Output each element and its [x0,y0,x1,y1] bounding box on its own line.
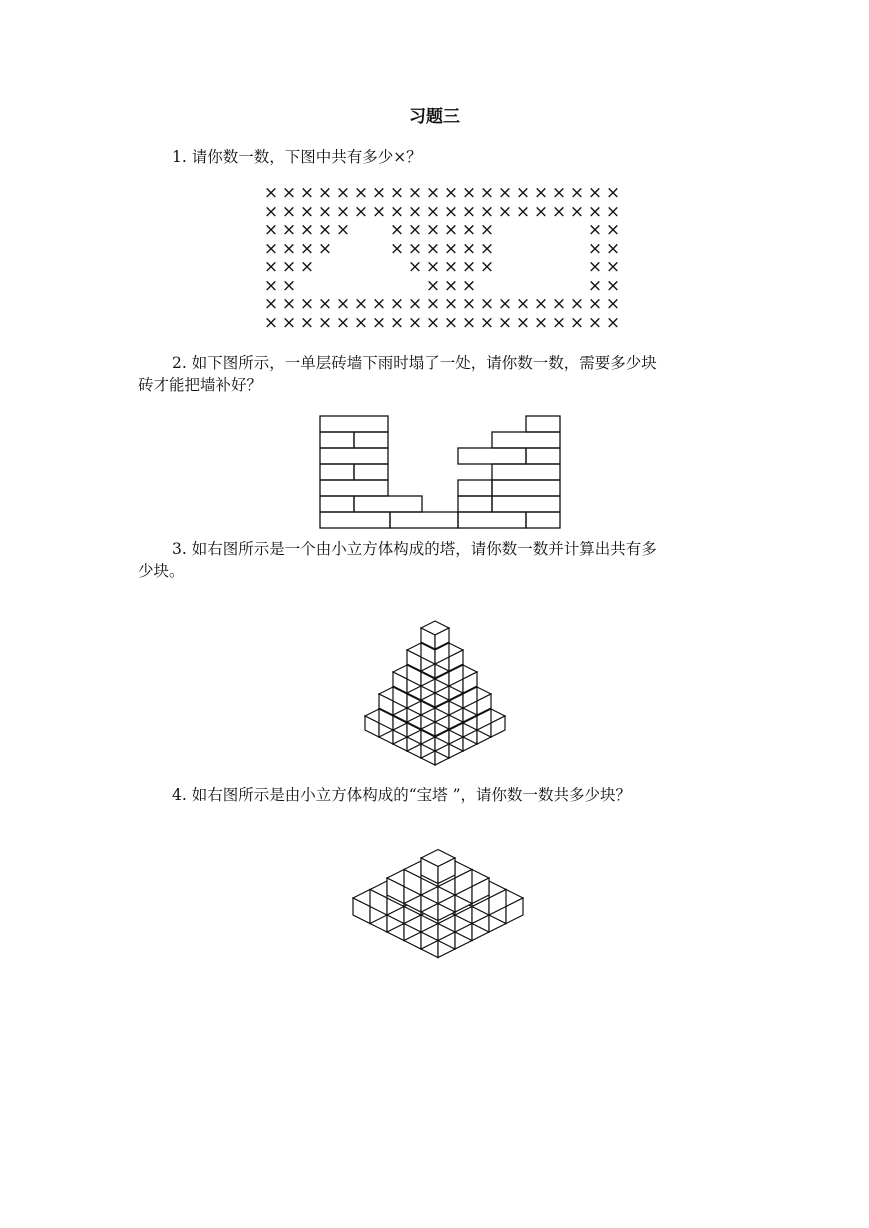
x-symbol: × [263,238,279,259]
x-symbol: × [335,294,351,314]
x-symbol: × [299,201,315,222]
x-symbol: × [299,238,315,259]
x-symbol: × [605,220,621,240]
x-symbol: × [443,257,459,277]
x-symbol: × [281,238,297,259]
x-symbol: × [497,294,513,314]
x-symbol: × [443,294,459,314]
x-symbol: × [281,312,297,333]
x-symbol: × [479,257,495,277]
question-1-number: 1. [172,148,187,166]
x-symbol: × [461,294,477,314]
x-symbol: × [407,201,423,222]
question-4-text: 如右图所示是由小立方体构成的“宝塔 ”，请你数一数共多少块？ [191,786,632,804]
x-symbol: × [371,201,387,222]
x-symbol: × [389,183,405,203]
x-symbol: × [371,294,387,314]
x-symbol: × [605,183,621,203]
x-symbol: × [425,238,441,259]
x-symbol: × [443,312,459,333]
x-symbol: × [299,312,315,333]
x-symbol: × [515,183,531,203]
x-symbol: × [317,201,333,222]
x-symbol: × [587,201,603,222]
x-symbol: × [263,183,279,203]
x-symbol: × [497,312,513,333]
question-3-number: 3. [172,540,187,558]
x-symbol: × [443,183,459,203]
question-3-text-line2: 少块。 [138,562,185,580]
x-symbol: × [479,294,495,314]
x-symbol: × [299,220,315,240]
x-symbol: × [605,312,621,333]
x-symbol: × [587,220,603,240]
x-symbol: × [353,294,369,314]
x-symbol: × [407,238,423,259]
x-symbol: × [425,312,441,333]
x-symbol: × [497,183,513,203]
x-symbol: × [461,257,477,277]
x-symbol: × [551,201,567,222]
x-symbol: × [353,312,369,333]
x-symbol: × [425,275,441,296]
question-3 [138,538,738,582]
x-symbol: × [407,294,423,314]
x-symbol: × [335,312,351,333]
x-symbol: × [479,201,495,222]
x-symbol: × [425,294,441,314]
x-symbol: × [263,201,279,222]
x-symbol: × [533,183,549,203]
x-symbol: × [263,275,279,296]
x-symbol: × [479,312,495,333]
x-symbol: × [461,220,477,240]
x-symbol: × [461,183,477,203]
cube-pagoda-figure [346,820,530,970]
question-3-text-line1: 如右图所示是一个由小立方体构成的塔，请你数一数并计算出共有多 [191,540,657,558]
question-4-number: 4. [172,786,187,804]
x-symbol: × [425,257,441,277]
x-symbol: × [605,238,621,259]
x-symbol: × [299,257,315,277]
x-symbol: × [299,294,315,314]
x-symbol: × [587,238,603,259]
question-2 [138,352,738,396]
question-2-number: 2. [172,354,187,372]
question-2-text-line1: 如下图所示，一单层砖墙下雨时塌了一处，请你数一数，需要多少块 [191,354,657,372]
x-symbol: × [263,220,279,240]
x-symbol: × [281,275,297,296]
x-symbol: × [479,238,495,259]
x-symbol: × [335,183,351,203]
x-symbol: × [605,275,621,296]
page-title: 习题三 [409,107,460,127]
brick-wall-figure [318,414,562,530]
x-symbol: × [425,183,441,203]
x-symbol: × [569,312,585,333]
x-symbol: × [443,201,459,222]
x-symbol: × [263,257,279,277]
x-symbol: × [281,294,297,314]
x-symbol: × [389,220,405,240]
x-symbol: × [263,312,279,333]
x-symbol: × [587,275,603,296]
x-symbol: × [263,294,279,314]
cube-tower-figure [360,596,510,766]
x-symbol: × [461,238,477,259]
x-symbol: × [515,294,531,314]
x-symbol: × [281,257,297,277]
x-symbol: × [515,201,531,222]
x-symbol: × [407,312,423,333]
x-symbol: × [425,220,441,240]
x-symbol: × [569,183,585,203]
x-symbol: × [587,312,603,333]
x-symbol: × [497,201,513,222]
x-symbol: × [551,294,567,314]
x-symbol: × [569,294,585,314]
x-symbol: × [389,238,405,259]
x-symbol: × [353,183,369,203]
x-symbol: × [461,312,477,333]
x-symbol: × [389,312,405,333]
x-symbol: × [407,220,423,240]
x-symbol: × [479,220,495,240]
x-symbol: × [317,220,333,240]
x-symbol: × [605,294,621,314]
x-symbol: × [533,294,549,314]
x-symbol: × [425,201,441,222]
x-symbol: × [461,275,477,296]
x-symbol: × [533,312,549,333]
x-symbol: × [335,201,351,222]
x-symbol: × [407,183,423,203]
x-symbol: × [317,238,333,259]
x-symbol: × [389,201,405,222]
x-symbol: × [605,201,621,222]
x-symbol: × [443,275,459,296]
x-symbol: × [407,257,423,277]
x-symbol: × [371,183,387,203]
question-1 [138,146,738,168]
x-symbol: × [587,183,603,203]
question-1-text: 请你数一数，下图中共有多少×？ [191,148,422,166]
x-symbol: × [317,294,333,314]
x-symbol: × [371,312,387,333]
x-symbol: × [353,201,369,222]
x-symbol: × [281,183,297,203]
x-symbol: × [389,294,405,314]
x-symbol: × [587,257,603,277]
x-symbol: × [587,294,603,314]
x-symbol-grid [262,184,622,334]
question-2-text-line2: 砖才能把墙补好？ [138,376,263,394]
x-symbol: × [299,183,315,203]
x-symbol: × [281,220,297,240]
x-symbol: × [281,201,297,222]
x-symbol: × [443,220,459,240]
x-symbol: × [479,183,495,203]
x-symbol: × [605,257,621,277]
question-4 [138,784,738,806]
x-symbol: × [515,312,531,333]
x-symbol: × [533,201,549,222]
x-symbol: × [551,183,567,203]
x-symbol: × [461,201,477,222]
x-symbol: × [443,238,459,259]
x-symbol: × [317,312,333,333]
x-symbol: × [569,201,585,222]
x-symbol: × [317,183,333,203]
x-symbol: × [335,220,351,240]
x-symbol: × [551,312,567,333]
